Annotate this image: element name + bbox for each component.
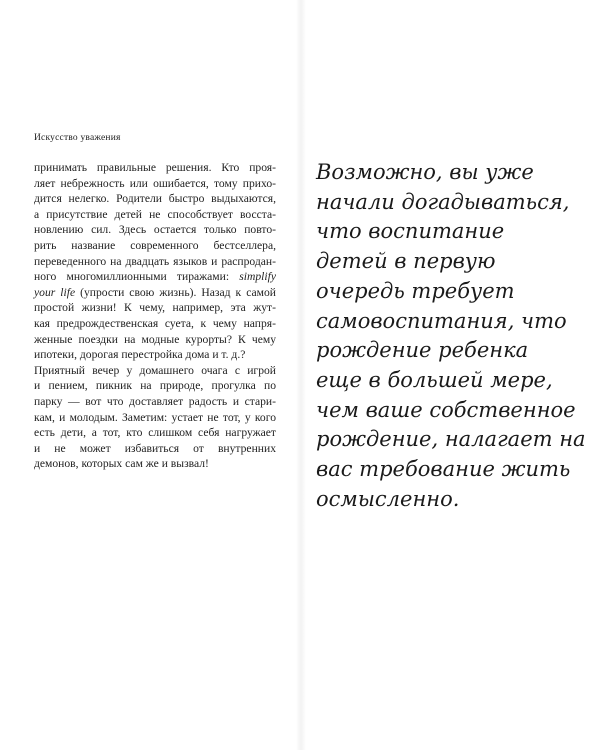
body-line — [34, 254, 276, 270]
quote-line: что воспитание — [316, 219, 505, 244]
body-line — [34, 347, 276, 363]
body-line — [34, 441, 276, 457]
body-line-text: кая предрождественская суета, к чему напря- — [34, 316, 276, 330]
body-line — [34, 378, 276, 394]
body-line-text: новлению сил. Здесь остается только повто- — [34, 223, 276, 237]
body-line-italic: your life — [34, 285, 76, 299]
body-line-text: есть дети, а тот, кто слишком себя нагружает — [34, 426, 276, 440]
body-line — [34, 269, 276, 285]
body-line — [34, 363, 276, 379]
body-line-text: принимать правильные решения. Кто проя- — [34, 161, 276, 174]
body-line-text: ипотеки, дорогая перестройка дома и т. д.? — [34, 348, 246, 362]
body-line-text: и не может избавиться от внутренних — [34, 441, 276, 455]
quote-line: еще в большей мере, — [316, 367, 553, 392]
body-line — [34, 160, 276, 176]
body-line-text: простой жизни! К чему, например, эта жут- — [34, 301, 276, 315]
body-text — [34, 160, 276, 472]
pull-quote — [316, 158, 584, 514]
running-head: Искусство уважения — [34, 133, 121, 143]
body-line-text: кам, и молодым. Заметим: устает не тот, у кого — [34, 410, 276, 424]
body-line — [34, 285, 276, 301]
body-line-italic: simplify — [239, 270, 276, 284]
body-line — [34, 191, 276, 207]
body-line-text: ного многомиллионными тиражами: — [34, 270, 240, 284]
body-line — [34, 394, 276, 410]
quote-line: самовоспитания, что — [316, 308, 567, 333]
body-line — [34, 316, 276, 332]
quote-line: рождение, налагает на — [316, 427, 586, 452]
quote-line: начали догадываться, — [316, 189, 570, 214]
body-line-text: демонов, которых сам же и вызвал! — [34, 457, 209, 471]
body-line-text: Приятный вечер у домашнего очага с игрой — [34, 363, 276, 377]
body-line — [34, 238, 276, 254]
body-line — [34, 222, 276, 238]
page-fold — [296, 0, 306, 750]
quote-line: рождение ребенка — [316, 338, 529, 363]
body-line — [34, 332, 276, 348]
body-line-text: дится нелегко. Родители быстро выдыхаются, — [34, 192, 276, 206]
body-line — [34, 425, 276, 441]
body-line — [34, 207, 276, 223]
quote-line: Возможно, вы уже — [316, 160, 534, 184]
quote-line: осмысленно. — [316, 486, 460, 511]
body-line-text: переведенного на двадцать языков и распродан- — [34, 254, 276, 268]
body-line — [34, 176, 276, 192]
body-line-text: рить название современного бестселлера, — [34, 238, 276, 252]
body-line-text: и пением, пикник на природе, прогулка по — [34, 379, 276, 393]
quote-line: детей в первую — [316, 249, 496, 274]
quote-line: чем ваше собственное — [316, 397, 576, 422]
body-line-text: ляет небрежность или ошибается, тому прихо- — [34, 176, 276, 190]
body-line-text: а присутствие детей не способствует восста- — [34, 207, 276, 221]
body-line — [34, 456, 276, 472]
body-line — [34, 300, 276, 316]
body-line-text: (упрости свою жизнь). Назад к самой — [75, 285, 276, 299]
body-line — [34, 410, 276, 426]
body-line-text: женные поездки на модные курорты? К чему — [34, 332, 276, 346]
body-line-text: парку — вот что доставляет радость и стари- — [34, 394, 276, 408]
quote-line: очередь требует — [316, 278, 515, 303]
quote-line: вас требование жить — [316, 457, 571, 482]
